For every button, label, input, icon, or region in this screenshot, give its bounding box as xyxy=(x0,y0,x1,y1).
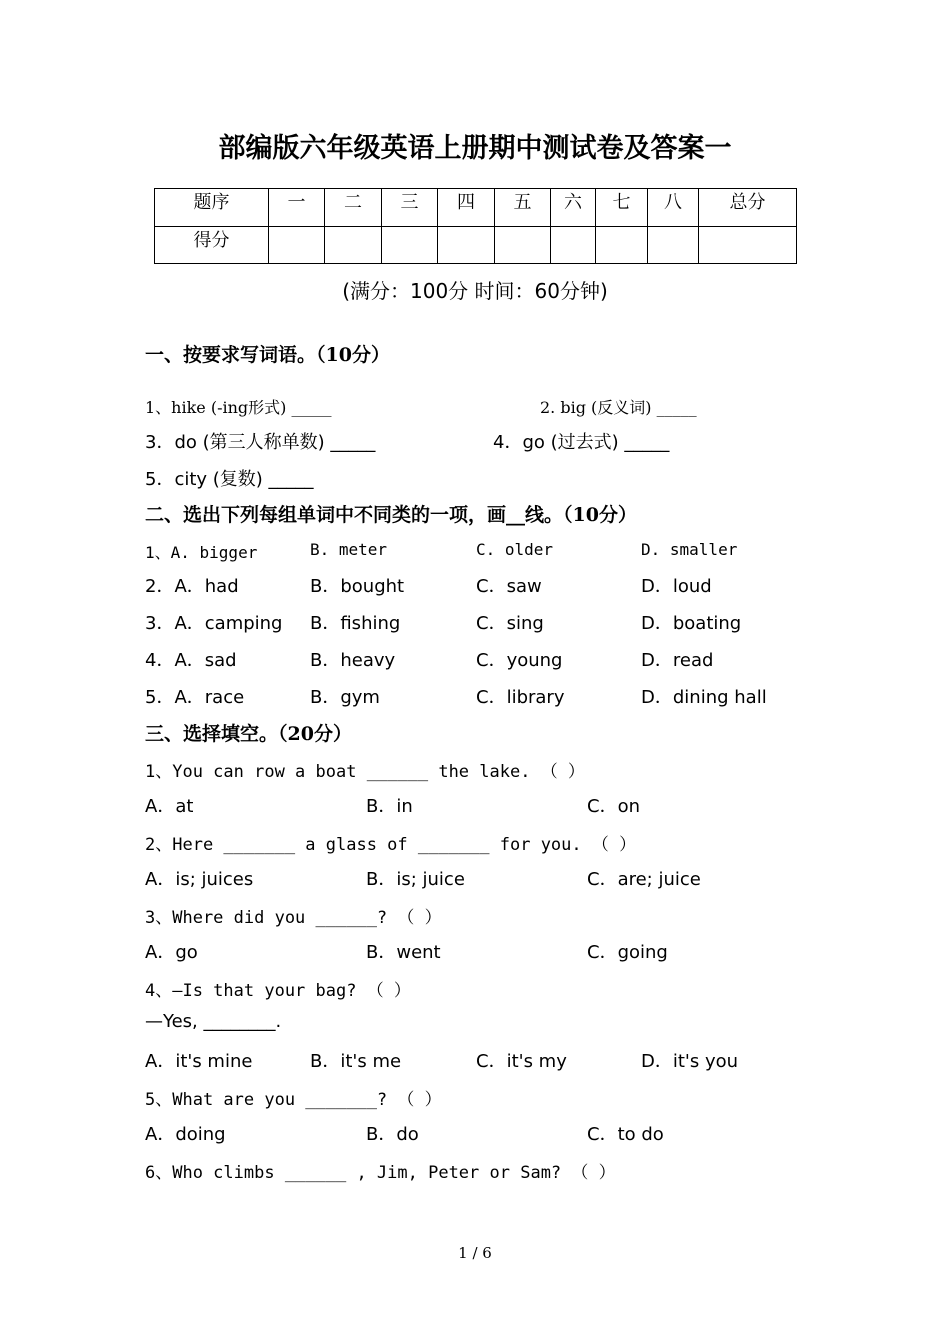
s3-q1-option: A．at xyxy=(145,796,194,817)
score-header-cell: 三 xyxy=(382,189,438,227)
s1-question-5: 5．city (复数) _____ xyxy=(145,469,314,490)
s3-q5-option: B．do xyxy=(366,1124,419,1145)
score-header-cell: 六 xyxy=(551,189,596,227)
s3-question-3: 3、Where did you ______? （ ） xyxy=(145,908,442,928)
score-cell[interactable] xyxy=(596,226,648,264)
s3-q5-option: A．doing xyxy=(145,1124,226,1145)
score-cell[interactable] xyxy=(382,226,438,264)
s3-q4-option: C．it's my xyxy=(476,1051,567,1072)
s2-row-3-option: D．boating xyxy=(641,613,742,634)
score-table-score-row xyxy=(155,226,797,264)
s3-question-4: 4、—Is that your bag? （ ） xyxy=(145,981,411,1001)
score-cell[interactable] xyxy=(438,226,495,264)
score-header-cell: 四 xyxy=(438,189,495,227)
s3-q2-option: A．is; juices xyxy=(145,869,254,890)
section-2-heading: 二、选出下列每组单词中不同类的一项，画__线。（10分） xyxy=(145,504,637,526)
s2-row-3-option: B．fishing xyxy=(310,613,401,634)
score-cell[interactable] xyxy=(648,226,699,264)
s3-q5-option: C．to do xyxy=(587,1124,664,1145)
score-header-cell: 总分 xyxy=(699,189,797,227)
page-number: 1 / 6 xyxy=(458,1244,492,1262)
s3-question-1: 1、You can row a boat ______ the lake. （ ） xyxy=(145,762,585,782)
s3-question-4-dialogue: —Yes, ________. xyxy=(145,1011,282,1032)
s2-row-2-option: 2．A．had xyxy=(145,576,239,597)
s3-q4-option: A．it's mine xyxy=(145,1051,253,1072)
s3-q1-option: C．on xyxy=(587,796,640,817)
score-header-cell: 题序 xyxy=(155,189,269,227)
s1-question-4: 4．go (过去式) _____ xyxy=(493,432,670,453)
score-cell[interactable] xyxy=(699,226,797,264)
score-table-header-row xyxy=(155,189,797,227)
s2-row-2-option: B．bought xyxy=(310,576,405,597)
s2-row-5-option: C．library xyxy=(476,687,565,708)
s2-row-5-option: 5．A．race xyxy=(145,687,245,708)
score-header-cell: 五 xyxy=(495,189,551,227)
s2-row-4-option: 4．A．sad xyxy=(145,650,237,671)
score-header-cell: 七 xyxy=(596,189,648,227)
score-table xyxy=(154,188,797,264)
s3-q3-option: C．going xyxy=(587,942,668,963)
score-header-cell: 二 xyxy=(325,189,382,227)
s3-question-2: 2、Here _______ a glass of _______ for you. （ ） xyxy=(145,835,637,855)
s3-question-6: 6、Who climbs ______ , Jim, Peter or Sam? （ ） xyxy=(145,1163,616,1183)
s2-row-4-option: D．read xyxy=(641,650,714,671)
exam-meta: (满分：100分 时间：60分钟) xyxy=(342,279,608,303)
s2-row-5-option: D．dining hall xyxy=(641,687,767,708)
score-header-cell: 一 xyxy=(269,189,325,227)
s2-row-1-option: B. meter xyxy=(310,540,388,559)
s3-q4-option: D．it's you xyxy=(641,1051,739,1072)
score-header-cell: 八 xyxy=(648,189,699,227)
s2-row-3-option: 3．A．camping xyxy=(145,613,283,634)
s2-row-5-option: B．gym xyxy=(310,687,380,708)
section-1-heading: 一、按要求写词语。（10分） xyxy=(145,344,390,366)
score-cell[interactable] xyxy=(325,226,382,264)
page-title: 部编版六年级英语上册期中测试卷及答案一 xyxy=(218,133,732,164)
s3-q3-option: A．go xyxy=(145,942,198,963)
s2-row-1-option: D. smaller xyxy=(641,540,738,559)
s3-q3-option: B．went xyxy=(366,942,441,963)
s3-q1-option: B．in xyxy=(366,796,413,817)
s3-q2-option: C．are; juice xyxy=(587,869,701,890)
score-cell[interactable] xyxy=(269,226,325,264)
score-cell[interactable] xyxy=(495,226,551,264)
section-3-heading: 三、选择填空。（20分） xyxy=(145,723,352,745)
score-row-label: 得分 xyxy=(155,226,269,264)
s1-question-3: 3．do (第三人称单数) _____ xyxy=(145,432,376,453)
s2-row-4-option: C．young xyxy=(476,650,563,671)
s3-question-5: 5、What are you _______? （ ） xyxy=(145,1090,442,1110)
s2-row-4-option: B．heavy xyxy=(310,650,396,671)
s1-question-1: 1、hike (-ing形式) _____ xyxy=(145,398,332,417)
s3-q2-option: B．is; juice xyxy=(366,869,465,890)
s2-row-1-option: 1、A. bigger xyxy=(145,543,258,562)
s2-row-1-option: C. older xyxy=(476,540,554,559)
s2-row-2-option: D．loud xyxy=(641,576,712,597)
s3-q4-option: B．it's me xyxy=(310,1051,402,1072)
s2-row-3-option: C．sing xyxy=(476,613,544,634)
s1-question-2: 2. big (反义词) _____ xyxy=(540,398,697,417)
s2-row-2-option: C．saw xyxy=(476,576,542,597)
score-cell[interactable] xyxy=(551,226,596,264)
